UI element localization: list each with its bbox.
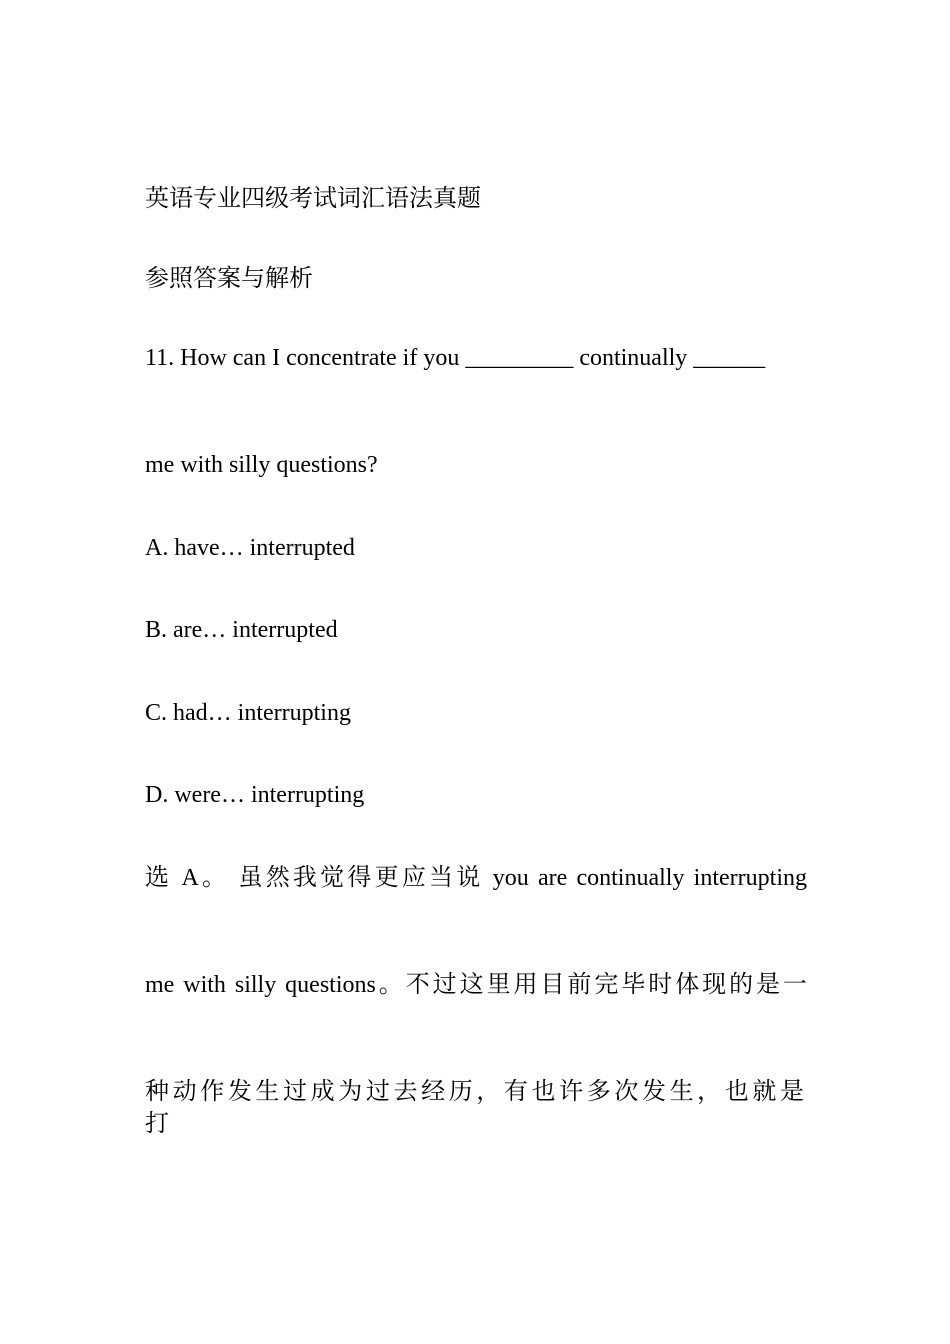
option-d: D. were… interrupting [145,782,365,808]
document-title: 英语专业四级考试词汇语法真题 [145,186,481,212]
option-a: A. have… interrupted [145,535,355,561]
document-subtitle: 参照答案与解析 [145,266,313,292]
option-b: B. are… interrupted [145,617,338,643]
option-c: C. had… interrupting [145,700,351,726]
question-stem-line-2: me with silly questions? [145,452,378,478]
explanation-line-2: me with silly questions。不过这里用目前完毕时体现的是一 [145,972,807,998]
explanation-line-3: 种动作发生过成为过去经历，有也许多次发生，也就是打 [145,1079,807,1137]
question-stem-line-1: 11. How can I concentrate if you _________ continually ______ [145,345,766,371]
explanation-line-1: 选 A。 虽然我觉得更应当说 you are continually interrupting [145,865,807,891]
